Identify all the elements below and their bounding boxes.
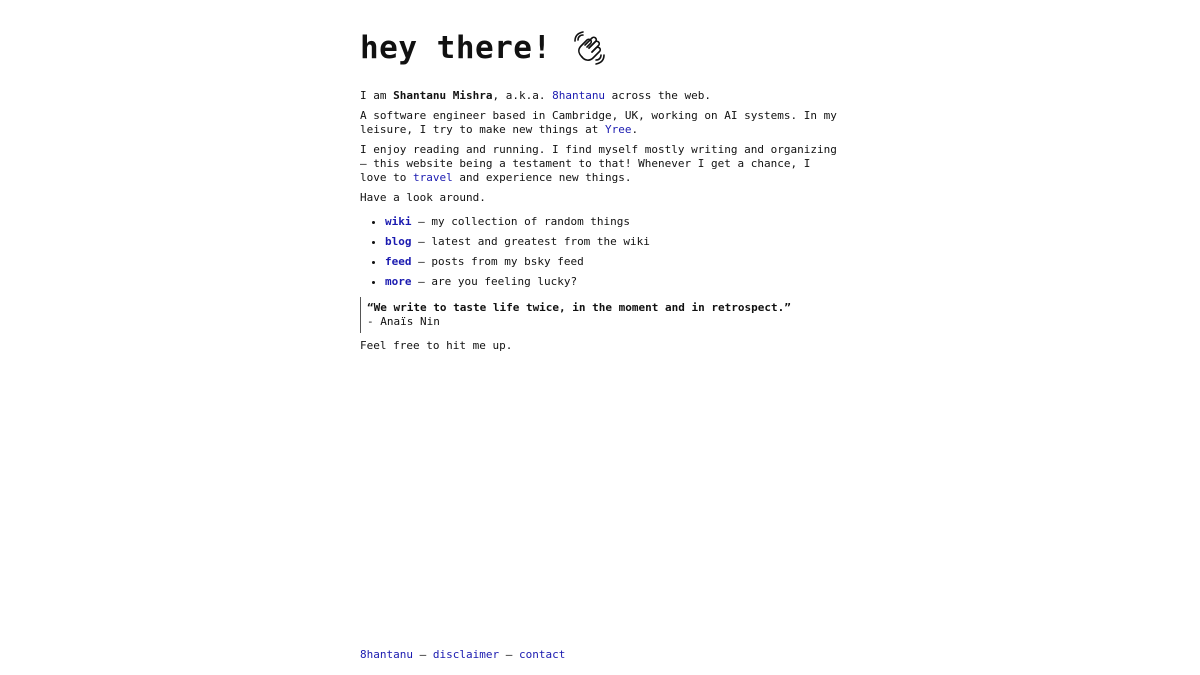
nav-list [360, 215, 840, 289]
intro-prefix: I am [360, 89, 394, 102]
about-end: . [631, 123, 639, 136]
intro-suffix: across the web. [605, 89, 712, 102]
more-link[interactable]: more [385, 275, 412, 288]
quote-author: - Anaïs Nin [367, 315, 440, 328]
blog-link[interactable]: blog [385, 235, 412, 248]
look-around-text: Have a look around. [360, 191, 486, 204]
travel-link[interactable]: travel [412, 171, 453, 184]
wiki-link[interactable]: wiki [385, 215, 412, 228]
intro-middle: , a.k.a. [492, 89, 553, 102]
main-content [360, 28, 840, 353]
footer-home-link[interactable]: 8hantanu [360, 648, 413, 661]
about-paragraph [360, 109, 840, 137]
contact-link[interactable]: contact [518, 648, 566, 661]
list-item-desc: — latest and greatest from the wiki [411, 235, 650, 248]
quote-block [360, 297, 840, 333]
waving-hand-icon [572, 31, 606, 65]
page-title [360, 28, 840, 68]
closing-text: Feel free to hit me up. [360, 339, 513, 352]
yree-link[interactable]: Yree [605, 123, 632, 136]
footer-separator: — [412, 648, 433, 661]
page-title-text: hey there! [360, 30, 552, 66]
quote-text: “We write to taste life twice, in the moment and in retrospect.” [367, 301, 791, 314]
handle-link[interactable]: 8hantanu [552, 89, 606, 102]
disclaimer-link[interactable]: disclaimer [432, 648, 500, 661]
list-item [385, 215, 840, 229]
footer [360, 648, 565, 662]
intro-paragraph [360, 89, 840, 103]
list-item-desc: — posts from my bsky feed [411, 255, 584, 268]
about-text: A software engineer based in Cambridge, UK, working on AI systems. In my leisure, I try to make new things at [360, 109, 837, 136]
footer-separator: — [499, 648, 519, 661]
list-item [385, 235, 840, 249]
list-item-desc: — are you feeling lucky? [411, 275, 578, 288]
list-item-desc: — my collection of random things [411, 215, 631, 228]
list-item [385, 255, 840, 269]
hobbies-end: and experience new things. [452, 171, 632, 184]
hobbies-text: I enjoy reading and running. I find myself mostly writing and organizing — this website being a testament to that! Whenever I get a chance, I love to [360, 143, 837, 184]
list-item [385, 275, 840, 289]
hobbies-paragraph [360, 143, 840, 185]
feed-link[interactable]: feed [385, 255, 412, 268]
author-name: Shantanu Mishra [393, 89, 493, 102]
